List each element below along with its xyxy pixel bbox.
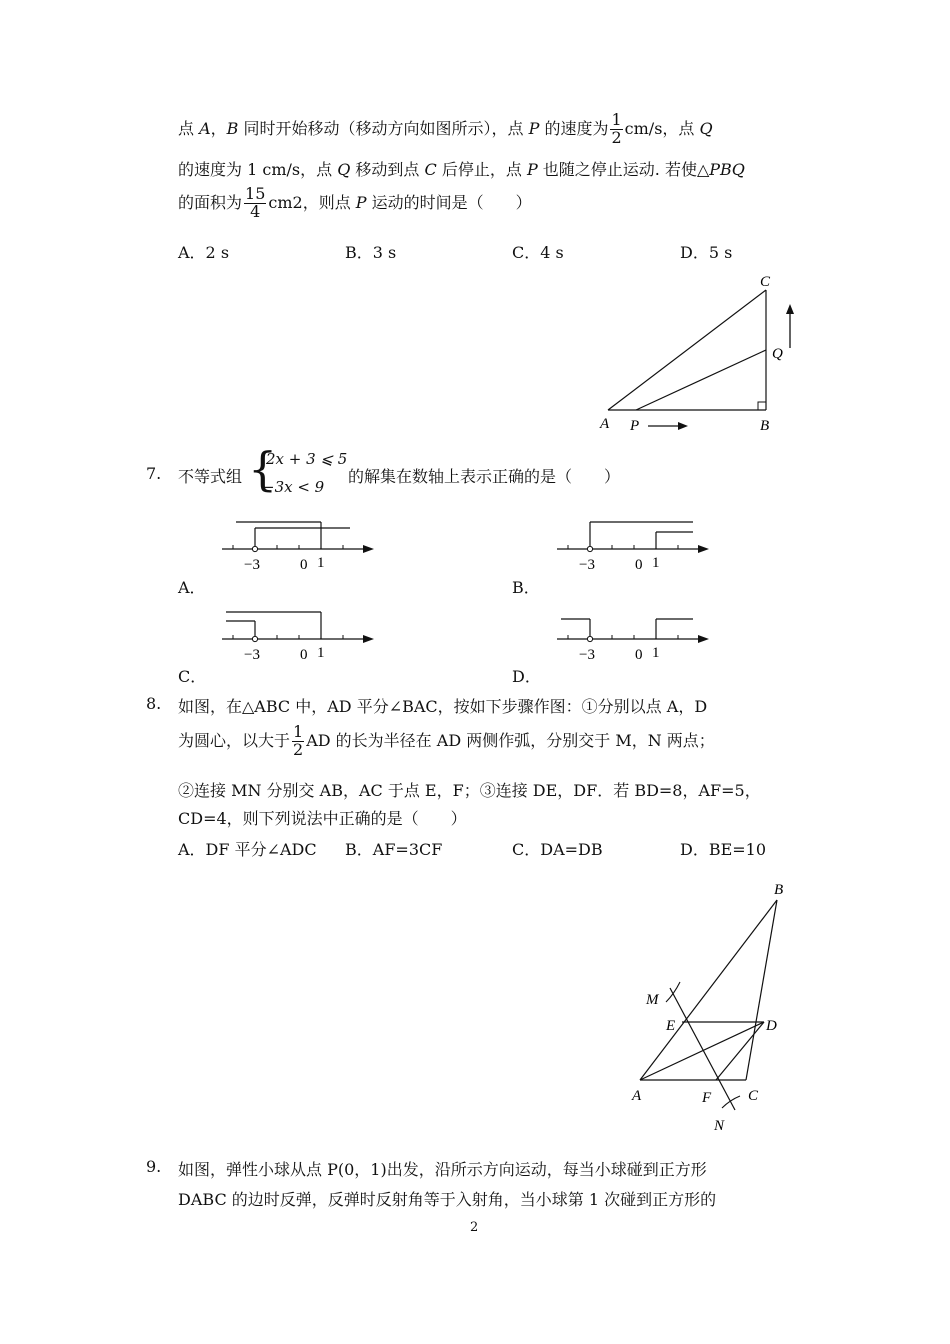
q8-label-b: B <box>774 882 784 898</box>
q6-line-1: 点 A，B 同时开始移动（移动方向如图所示），点 P 的速度为 $\frac{1}{2}$ cm/s，点 Q <box>178 110 713 147</box>
q9-line-2: DABC 的边时反弹，反弹时反射角等于入射角，当小球第 1 次碰到正方形的 <box>178 1190 717 1209</box>
svg-text:−3: −3 <box>244 647 260 663</box>
q6-option-c[interactable]: C．4 s <box>512 243 564 262</box>
fraction-half: $\frac{1}{2}$ <box>611 110 622 147</box>
svg-text:−3: −3 <box>579 557 595 573</box>
q6-label-b: B <box>760 418 770 434</box>
q8-label-e: E <box>666 1018 676 1034</box>
q6-option-b[interactable]: B．3 s <box>345 243 397 262</box>
q7-text-b: 的解集在数轴上表示正确的是（ ） <box>348 467 621 486</box>
q6-line-3: 的面积为 $\frac{15}{4}$ cm2，则点 P 运动的时间是（ ） <box>178 184 532 221</box>
q6-option-d[interactable]: D．5 s <box>680 243 733 262</box>
q8-label-m: M <box>646 992 659 1008</box>
q6-option-a[interactable]: A．2 s <box>178 243 230 262</box>
svg-text:0: 0 <box>635 557 643 573</box>
q6-line-2: 的速度为 1 cm/s，点 Q 移动到点 C 后停止，点 P 也随之停止运动. 若使△PBQ <box>178 160 745 179</box>
q7-number: 7. <box>146 464 162 483</box>
q8-number: 8. <box>146 694 162 713</box>
q8-label-f: F <box>702 1090 712 1106</box>
svg-text:−3: −3 <box>244 557 260 573</box>
q6-label-a: A <box>600 416 610 432</box>
svg-text:0: 0 <box>635 647 643 663</box>
q8-line-2: 为圆心，以大于 $\frac{1}{2}$ AD 的长为半径在 AD 两侧作弧，分别交于 M，N 两点； <box>178 722 715 759</box>
q7-numberline-d <box>553 605 718 665</box>
svg-text:0: 0 <box>300 647 308 663</box>
q7-option-a[interactable]: A． <box>178 578 206 597</box>
q7-brace: { <box>248 442 278 496</box>
q8-option-b[interactable]: B．AF=3CF <box>345 840 443 859</box>
q8-option-d[interactable]: D．BE=10 <box>680 840 767 859</box>
q8-option-c[interactable]: C．DA=DB <box>512 840 603 859</box>
q7-text-a: 不等式组 <box>178 467 243 486</box>
page-number: 2 <box>470 1220 479 1235</box>
q6-label-p: P <box>630 418 640 434</box>
q8-line-1: 如图，在△ABC 中，AD 平分∠BAC，按如下步骤作图：①分别以点 A，D <box>178 697 708 716</box>
svg-text:1: 1 <box>652 555 660 571</box>
q8-label-d: D <box>766 1018 777 1034</box>
q6-label-c: C <box>760 274 771 290</box>
q7-numberline-a <box>218 515 383 575</box>
q9-number: 9. <box>146 1157 162 1176</box>
q7-option-c[interactable]: C． <box>178 667 207 686</box>
q8-line-4: CD=4，则下列说法中正确的是（ ） <box>178 809 467 828</box>
q8-label-n: N <box>714 1118 725 1134</box>
q7-numberline-b <box>553 515 718 575</box>
svg-text:−3: −3 <box>579 647 595 663</box>
fraction-area: $\frac{15}{4}$ <box>245 184 266 221</box>
q8-triangle-figure <box>620 876 810 1136</box>
svg-text:1: 1 <box>317 555 325 571</box>
svg-text:1: 1 <box>652 645 660 661</box>
q8-line-3: ②连接 MN 分别交 AB，AC 于点 E，F；③连接 DE，DF．若 BD=8，AF=5， <box>178 781 761 800</box>
q9-line-1: 如图，弹性小球从点 P(0，1)出发，沿所示方向运动，每当小球碰到正方形 <box>178 1160 707 1179</box>
q7-option-d[interactable]: D． <box>512 667 541 686</box>
q8-fraction-half: $\frac{1}{2}$ <box>293 722 304 759</box>
q8-label-a: A <box>632 1088 642 1104</box>
q8-option-a[interactable]: A．DF 平分∠ADC <box>178 840 317 859</box>
svg-text:1: 1 <box>317 645 325 661</box>
svg-text:0: 0 <box>300 557 308 573</box>
q7-ineq-2: −3x < 9 <box>262 478 325 496</box>
q7-ineq-1: 2x + 3 ⩽ 5 <box>266 450 348 468</box>
q8-label-c: C <box>748 1088 759 1104</box>
q7-option-b[interactable]: B． <box>512 578 540 597</box>
q6-triangle-figure <box>590 268 820 438</box>
q7-numberline-c <box>218 605 383 665</box>
q6-label-q: Q <box>772 346 783 362</box>
